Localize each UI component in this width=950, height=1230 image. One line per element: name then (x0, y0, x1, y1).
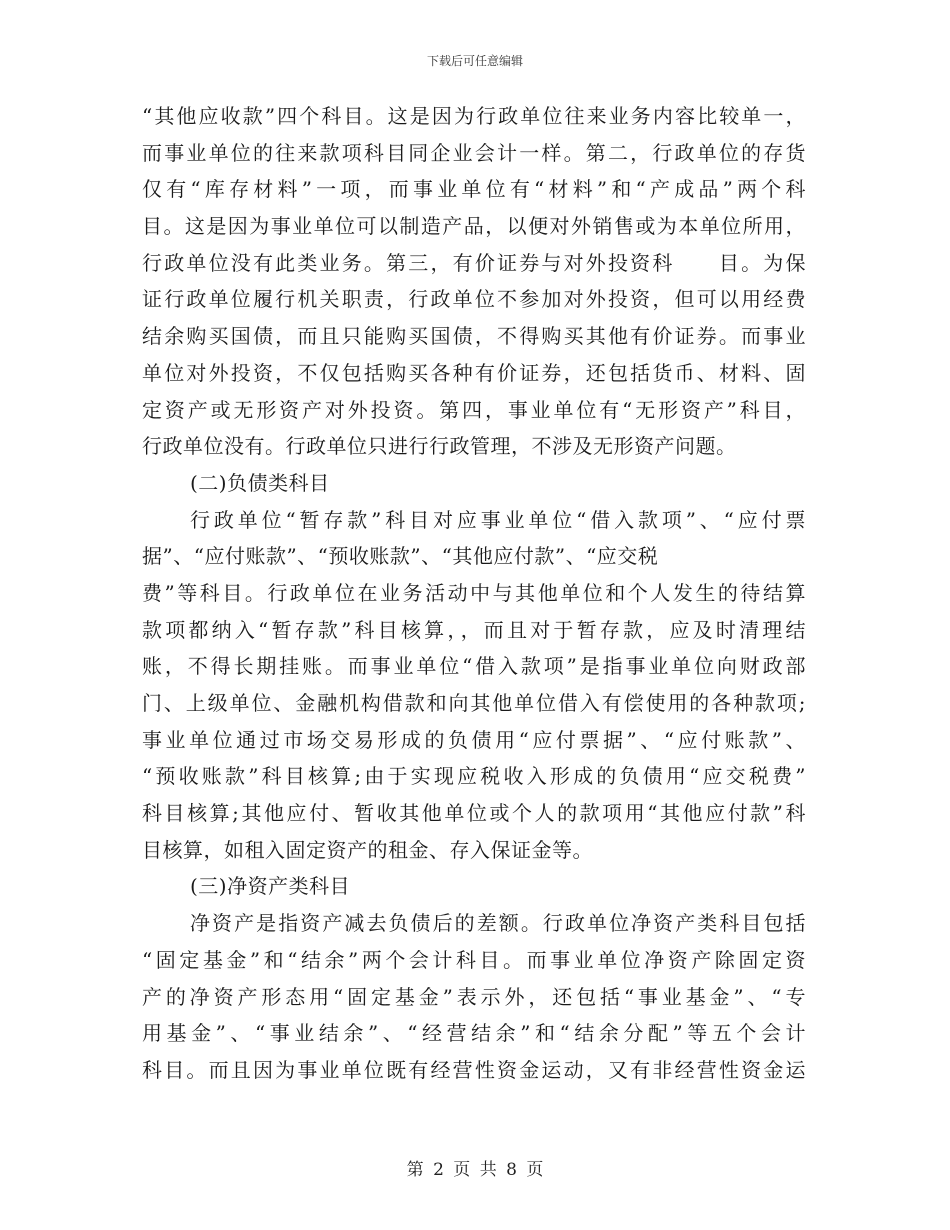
text-line: 结余购买国债，而且只能购买国债，不得购买其他有价证券。而事业 (142, 324, 806, 349)
text-line: “固定基金”和“结余”两个会计科目。而事业单位净资产除固定资 (142, 947, 806, 972)
text-line: “预收账款”科目核算;由于实现应税收入形成的负债用“应交税费” (142, 764, 806, 789)
text-line: 单位对外投资，不仅包括购买各种有价证券，还包括货币、材料、固 (142, 360, 806, 385)
text-line: 科目。而且因为事业单位既有经营性资金运动，又有非经营性资金运 (142, 1057, 806, 1082)
text-line: 事业单位通过市场交易形成的负债用“应付票据”、“应付账款”、 (142, 727, 806, 752)
text-line: 行政单位“暂存款”科目对应事业单位“借入款项”、“应付票 (190, 507, 806, 532)
text-line: 门、上级单位、金融机构借款和向其他单位借入有偿使用的各种款项; (142, 691, 806, 715)
text-line: 账，不得长期挂账。而事业单位“借入款项”是指事业单位向财政部 (142, 654, 806, 679)
text-line: 费”等科目。行政单位在业务活动中与其他单位和个人发生的待结算 (142, 580, 806, 605)
text-line: 仅有“库存材料”一项，而事业单位有“材料”和“产成品”两个科 (142, 177, 806, 202)
text-line: 用基金”、“事业结余”、“经营结余”和“结余分配”等五个会计 (142, 1021, 806, 1046)
text-line: “其他应收款”四个科目。这是因为行政单位往来业务内容比较单一， (142, 104, 806, 128)
document-body (142, 98, 806, 1089)
text-line: 产的净资产形态用“固定基金”表示外，还包括“事业基金”、“专 (142, 984, 806, 1009)
page-header: 下载后可任意编辑 (426, 54, 523, 68)
text-line: 证行政单位履行机关职责，行政单位不参加对外投资，但可以用经费 (142, 287, 806, 312)
text-line: 目核算，如租入固定资产的租金、存入保证金等。 (142, 837, 593, 862)
text-line: 据”、“应付账款”、“预收账款”、“其他应付款”、“应交税 (142, 544, 659, 569)
text-line: (三)净资产类科目 (190, 874, 351, 899)
text-line: 目。这是因为事业单位可以制造产品，以便对外销售或为本单位所用， (142, 214, 806, 239)
page-footer: 第 2 页 共 8 页 (406, 1160, 544, 1180)
text-line: 行政单位没有。行政单位只进行行政管理，不涉及无形资产问题。 (142, 434, 737, 459)
text-line: (二)负债类科目 (190, 470, 330, 495)
text-line: 行政单位没有此类业务。第三，有价证券与对外投资科 目。为保 (142, 250, 806, 275)
text-line: 净资产是指资产减去负债后的差额。行政单位净资产类科目包括 (190, 911, 806, 936)
text-line: 定资产或无形资产对外投资。第四，事业单位有“无形资产”科目， (142, 397, 806, 422)
text-line: 科目核算;其他应付、暂收其他单位或个人的款项用“其他应付款”科 (142, 801, 806, 826)
text-line: 款项都纳入“暂存款”科目核算，，而且对于暂存款，应及时清理结 (142, 617, 806, 642)
text-line: 而事业单位的往来款项科目同企业会计一样。第二，行政单位的存货 (142, 140, 806, 165)
